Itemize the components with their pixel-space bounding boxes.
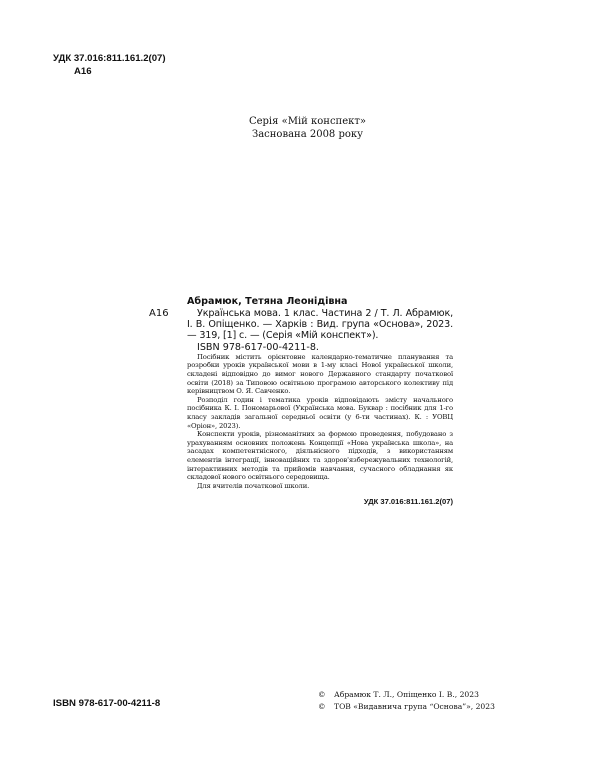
series-block [0, 115, 595, 141]
udk-header: УДК 37.016:811.161.2(07) [53, 53, 166, 64]
series-founded: Заснована 2008 року [251, 129, 364, 140]
copyright-symbol: © [318, 690, 326, 699]
card-annotation: Для вчителів початкової школи. [197, 481, 310, 490]
card-author: Абрамюк, Тетяна Леонідівна [187, 296, 348, 307]
card-annotation: Посібник містить орієнтовне календарно-тематичне планування та розробки уроків української мови в 1-му класі Нової української школи, складені відповідно до вимог нового Державного стандарту початкової освіти (2018) за Типовою освітньою програмою авторського колективу під керівництвом О. Я. Савченко. [187, 352, 453, 396]
copyright-authors: Абрамюк Т. Л., Опіщенко І. В., 2023 [334, 690, 479, 699]
card-annotation: Конспекти уроків, різноманітних за формою проведення, побудовано з урахуванням основних положень Концепції «Нова українська школа», на засадах компетентнісного, діяльнісного підходів, з використанням елементів інтеграції, інноваційних та здоров'язбережувальних технологій, інтерактивних методів та прийомів навчання, сучасного обладнання як складової нового освітнього середовища. [187, 430, 453, 482]
copyright-symbol: © [318, 702, 326, 711]
card-description: Українська мова. 1 клас. Частина 2 / Т. Л. Абрамюк, І. В. Опіщенко. — Харків : Вид. група «Основа», 2023. — 319, [1] с. — (Серія «Мій конспект»). [187, 308, 453, 342]
card-isbn: ISBN 978-617-00-4211-8. [197, 341, 319, 353]
copyright-publisher: ТОВ «Видавнича група “Основа”», 2023 [334, 702, 495, 711]
footer-isbn: ISBN 978-617-00-4211-8 [53, 698, 161, 709]
card-annotation: Розподіл годин і тематика уроків відповідають змісту начального посібника К. І. Пономарьової (Українська мова. Буквар : посібник для 1-го класу закладів загальної середньої освіти (у 6-ти частинах). К. : УОВЦ «Оріон», 2023). [187, 395, 453, 430]
card-author-code: А16 [149, 308, 169, 319]
copyright-block [318, 689, 495, 713]
catalog-card [187, 296, 453, 507]
series-title: Серія «Мій конспект» [248, 116, 367, 127]
copyright-line [318, 689, 495, 701]
card-udk: УДК 37.016:811.161.2(07) [363, 497, 453, 507]
copyright-line [318, 701, 495, 713]
author-code-header: А16 [74, 66, 92, 77]
